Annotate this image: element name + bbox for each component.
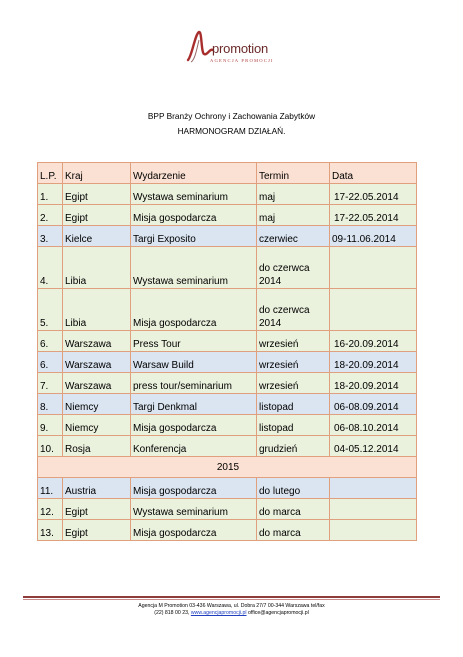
document-title: BPP Branży Ochrony i Zachowania Zabytków [147, 111, 316, 121]
cell-lp: 3. [38, 226, 63, 247]
header-term: Termin [257, 163, 330, 184]
cell-term: grudzień [257, 436, 330, 457]
cell-term: do lutego [257, 478, 330, 499]
table-row [38, 289, 417, 331]
cell-country: Niemcy [63, 415, 131, 436]
cell-term: wrzesień [257, 331, 330, 352]
cell-country: Rosja [63, 436, 131, 457]
footer-address: Agencja M Promotion 03-436 Warszawa, ul. Dobra 27/7 00-344 Warszawa tel/fax [138, 603, 325, 609]
schedule-table [37, 162, 417, 541]
table-row [38, 415, 417, 436]
cell-country: Austria [63, 478, 131, 499]
cell-term: do marca [257, 520, 330, 541]
header-country: Kraj [63, 163, 131, 184]
cell-event: Targi Denkmal [131, 394, 257, 415]
cell-event: Misja gospodarcza [131, 289, 257, 331]
footer-phone: (22) 818 00 23, [154, 610, 191, 616]
cell-date: 18-20.09.2014 [330, 352, 417, 373]
cell-date: 04-05.12.2014 [330, 436, 417, 457]
cell-country: Warszawa [63, 352, 131, 373]
cell-date: 17-22.05.2014 [330, 205, 417, 226]
cell-term: wrzesień [257, 352, 330, 373]
header-date: Data [330, 163, 417, 184]
cell-date: 16-20.09.2014 [330, 331, 417, 352]
cell-event: Warsaw Build [131, 352, 257, 373]
table-row [38, 247, 417, 289]
cell-date: 17-22.05.2014 [330, 184, 417, 205]
cell-country: Egipt [63, 499, 131, 520]
year-label: 2015 [38, 457, 417, 478]
table-row [38, 205, 417, 226]
cell-lp: 1. [38, 184, 63, 205]
table-row [38, 373, 417, 394]
table-row [38, 520, 417, 541]
company-logo [186, 26, 276, 74]
document-subtitle: HARMONOGRAM DZIAŁAŃ. [177, 126, 286, 136]
cell-date [330, 478, 417, 499]
cell-date [330, 289, 417, 331]
table-row [38, 478, 417, 499]
cell-event: press tour/seminarium [131, 373, 257, 394]
cell-lp: 2. [38, 205, 63, 226]
table-row [38, 394, 417, 415]
footer-contact [0, 610, 463, 617]
footer-divider-thin [23, 599, 440, 600]
cell-country: Warszawa [63, 331, 131, 352]
cell-term: wrzesień [257, 373, 330, 394]
cell-country: Libia [63, 247, 131, 289]
cell-country: Egipt [63, 520, 131, 541]
year-divider-row [38, 457, 417, 478]
cell-lp: 5. [38, 289, 63, 331]
cell-country: Niemcy [63, 394, 131, 415]
cell-date: 09-11.06.2014 [330, 226, 417, 247]
cell-term: listopad [257, 415, 330, 436]
cell-event: Wystawa seminarium [131, 247, 257, 289]
cell-event: Misja gospodarcza [131, 520, 257, 541]
cell-event: Misja gospodarcza [131, 205, 257, 226]
cell-event: Targi Exposito [131, 226, 257, 247]
cell-date [330, 499, 417, 520]
table-row [38, 184, 417, 205]
cell-lp: 6. [38, 352, 63, 373]
cell-date: 06-08.09.2014 [330, 394, 417, 415]
cell-date [330, 247, 417, 289]
cell-lp: 6. [38, 331, 63, 352]
cell-country: Kielce [63, 226, 131, 247]
cell-country: Egipt [63, 184, 131, 205]
header-event: Wydarzenie [131, 163, 257, 184]
table-header-row [38, 163, 417, 184]
cell-date [330, 520, 417, 541]
cell-lp: 10. [38, 436, 63, 457]
table-row [38, 436, 417, 457]
cell-date: 06-08.10.2014 [330, 415, 417, 436]
cell-lp: 13. [38, 520, 63, 541]
cell-term: do czerwca 2014 [257, 247, 330, 289]
cell-country: Egipt [63, 205, 131, 226]
cell-lp: 12. [38, 499, 63, 520]
logo-wordmark: promotion [212, 41, 269, 56]
cell-lp: 9. [38, 415, 63, 436]
cell-country: Libia [63, 289, 131, 331]
cell-event: Misja gospodarcza [131, 478, 257, 499]
cell-term: maj [257, 184, 330, 205]
footer-divider [23, 596, 440, 598]
cell-date: 18-20.09.2014 [330, 373, 417, 394]
header-lp: L.P. [38, 163, 63, 184]
footer-email: office@agencjapromocji.pl [246, 610, 309, 616]
cell-lp: 7. [38, 373, 63, 394]
cell-lp: 11. [38, 478, 63, 499]
table-row [38, 352, 417, 373]
cell-event: Misja gospodarcza [131, 415, 257, 436]
table-row [38, 226, 417, 247]
cell-term: listopad [257, 394, 330, 415]
table-row [38, 499, 417, 520]
cell-term: do marca [257, 499, 330, 520]
cell-event: Wystawa seminarium [131, 184, 257, 205]
website-link[interactable]: www.agencjapromocji.pl [190, 610, 247, 616]
cell-event: Wystawa seminarium [131, 499, 257, 520]
cell-term: maj [257, 205, 330, 226]
cell-lp: 8. [38, 394, 63, 415]
cell-term: do czerwca 2014 [257, 289, 330, 331]
logo-subtitle: AGENCJA PROMOCJI [210, 58, 274, 63]
cell-event: Press Tour [131, 331, 257, 352]
cell-country: Warszawa [63, 373, 131, 394]
cell-event: Konferencja [131, 436, 257, 457]
table-row [38, 331, 417, 352]
cell-lp: 4. [38, 247, 63, 289]
cell-term: czerwiec [257, 226, 330, 247]
